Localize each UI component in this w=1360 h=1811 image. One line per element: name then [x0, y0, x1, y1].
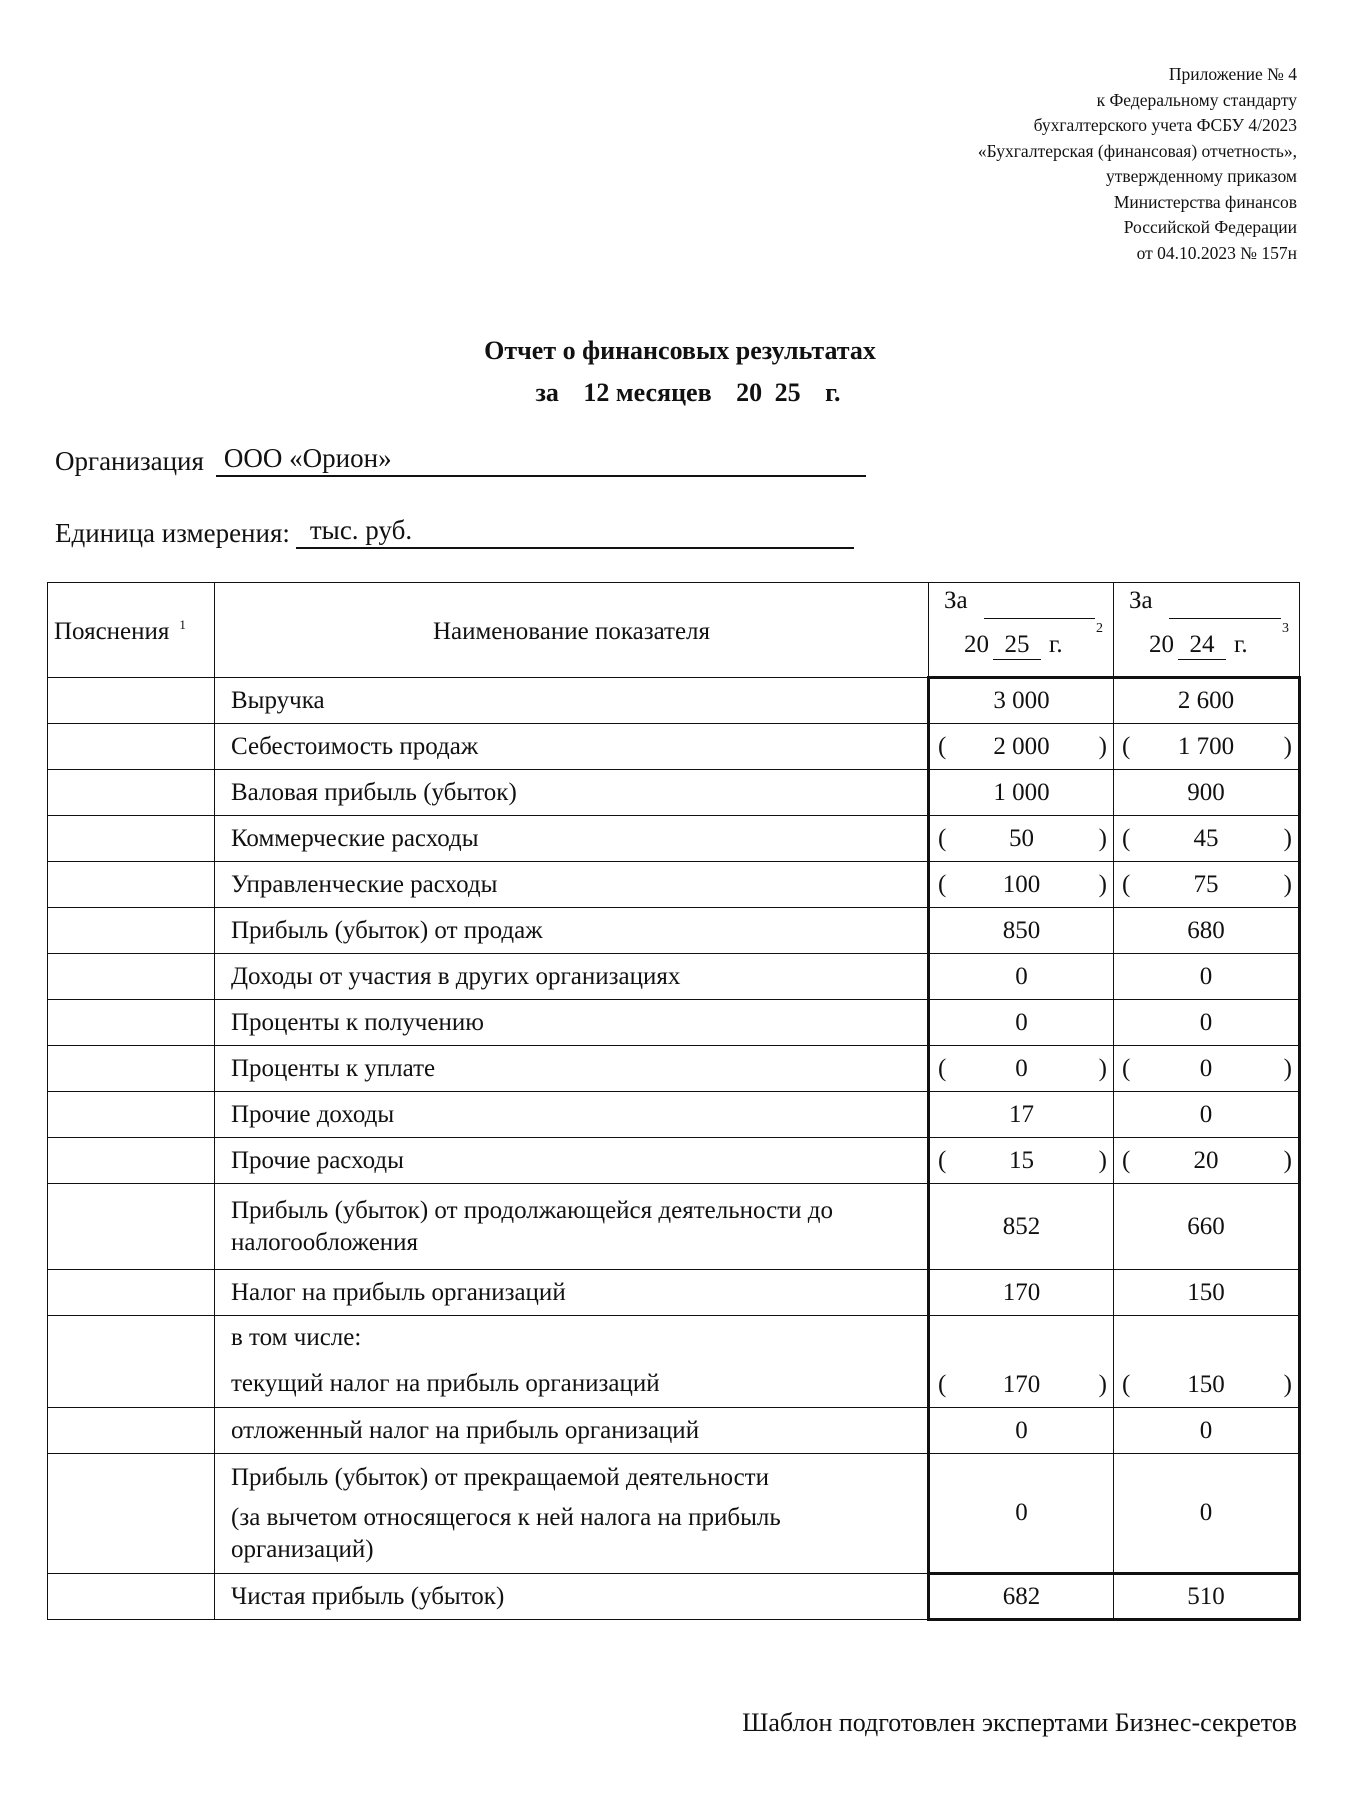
value-text: 0 [1199, 1008, 1213, 1036]
value-text: 680 [1187, 916, 1225, 944]
value-previous-year [1114, 724, 1300, 770]
close-paren: ) [1098, 824, 1107, 852]
value-text: 0 [1015, 1054, 1028, 1082]
report-title [0, 330, 1360, 414]
value-text: 0 [1199, 1499, 1213, 1526]
indicator-label-text: Прибыль (убыток) от прекращаемой деятельности [231, 1463, 769, 1491]
indicator-label-text: Себестоимость продаж [231, 732, 479, 760]
appendix-line: Российской Федерации [1123, 217, 1297, 237]
table-row [48, 1000, 1300, 1046]
notes-cell [48, 816, 215, 862]
indicator-label [215, 1184, 929, 1270]
value-text: 3 000 [993, 687, 1050, 714]
close-paren: ) [1098, 1054, 1107, 1082]
appendix-line: утвержденному приказом [1106, 166, 1297, 186]
indicator-label-text: Прибыль (убыток) от продолжающейся деятельности до налогообложения [231, 1196, 833, 1256]
value-text: 170 [1002, 1278, 1041, 1306]
period-year: 25 [774, 378, 801, 407]
notes-cell [48, 1000, 215, 1046]
value-text: 0 [1015, 1499, 1028, 1526]
table-row [48, 1046, 1300, 1092]
indicator-label-text: Доходы от участия в других организациях [231, 962, 681, 990]
appendix-line: бухгалтерского учета ФСБУ 4/2023 [1033, 115, 1297, 135]
notes-cell [48, 862, 215, 908]
header-year-current [964, 631, 1063, 660]
table-row [48, 678, 1300, 724]
open-paren: ( [938, 824, 947, 852]
indicator-label-text: Прочие расходы [231, 1146, 404, 1174]
value-text: 150 [1187, 1371, 1225, 1398]
value-previous-year [1114, 770, 1300, 816]
indicator-label [215, 1046, 929, 1092]
open-paren: ( [1122, 1054, 1131, 1082]
value-current-year [929, 1454, 1114, 1574]
notes-cell [48, 678, 215, 724]
indicator-label-text: Прибыль (убыток) от продаж [231, 916, 543, 944]
open-paren: ( [938, 732, 947, 760]
appendix-line: «Бухгалтерская (финансовая) отчетность», [977, 140, 1297, 161]
unit-row [55, 515, 854, 549]
indicator-label [215, 1000, 929, 1046]
indicator-label [215, 1270, 929, 1316]
period-g: г. [825, 378, 841, 407]
table-row [48, 1408, 1300, 1454]
indicator-label-text: Чистая прибыль (убыток) [231, 1582, 505, 1610]
indicator-label-text: Прочие доходы [231, 1100, 395, 1128]
period-za: за [535, 378, 559, 407]
value-current-year [929, 1408, 1114, 1454]
open-paren: ( [938, 870, 947, 898]
value-current-year [929, 1046, 1114, 1092]
value-text: 17 [1009, 1100, 1034, 1128]
indicator-label [215, 954, 929, 1000]
header-footnote: 2 [1096, 621, 1103, 636]
value-current-year [929, 1000, 1114, 1046]
value-current-year [929, 1184, 1114, 1270]
indicator-label-text: Выручка [231, 686, 325, 714]
value-text: 75 [1193, 870, 1219, 898]
table-row [48, 770, 1300, 816]
value-current-year [929, 862, 1114, 908]
value-text: 0 [1199, 1100, 1213, 1128]
table-row [48, 1270, 1300, 1316]
value-text: 0 [1015, 1416, 1028, 1444]
value-current-year [929, 678, 1114, 724]
indicator-label [215, 1138, 929, 1184]
appendix-line: Приложение № 4 [1168, 64, 1297, 84]
value-text: 150 [1187, 1278, 1225, 1306]
header-za: За [944, 587, 968, 614]
open-paren: ( [1122, 1146, 1131, 1174]
value-current-year [929, 1316, 1114, 1408]
value-text: 20 [1193, 1146, 1219, 1174]
indicator-label [215, 1316, 929, 1408]
indicator-label-text: отложенный налог на прибыль организаций [231, 1416, 700, 1444]
header-blank-line [1169, 618, 1281, 619]
value-text: 2 600 [1177, 687, 1235, 714]
indicator-label [215, 1574, 929, 1620]
value-text: 510 [1187, 1582, 1225, 1610]
indicator-label [215, 908, 929, 954]
value-previous-year [1114, 1270, 1300, 1316]
header-notes [48, 583, 215, 678]
close-paren: ) [1283, 1371, 1292, 1398]
value-previous-year [1114, 1092, 1300, 1138]
indicator-label [215, 724, 929, 770]
value-previous-year [1114, 1316, 1300, 1408]
close-paren: ) [1283, 1054, 1292, 1082]
table-row [48, 816, 1300, 862]
footer-credit: Шаблон подготовлен экспертами Бизнес-секретов [742, 1708, 1297, 1737]
value-current-year [929, 1138, 1114, 1184]
close-paren: ) [1098, 1146, 1107, 1174]
notes-cell [48, 1408, 215, 1454]
header-g: г. [1049, 631, 1063, 658]
value-text: 852 [1002, 1212, 1041, 1240]
notes-cell [48, 1138, 215, 1184]
value-text: 0 [1199, 962, 1213, 990]
indicator-label-text: Проценты к получению [231, 1008, 484, 1036]
header-footnote: 3 [1282, 621, 1289, 636]
table-row [48, 1092, 1300, 1138]
header-century: 20 [1149, 631, 1174, 658]
organization-value: ООО «Орион» [216, 443, 866, 477]
indicator-label-text: Управленческие расходы [231, 870, 498, 898]
table-row [48, 1454, 1300, 1574]
notes-cell [48, 1454, 215, 1574]
notes-cell [48, 1184, 215, 1270]
header-period-current [929, 583, 1114, 678]
table-row [48, 1316, 1300, 1408]
report-title-line1: Отчет о финансовых результатах [484, 336, 876, 365]
notes-cell [48, 1270, 215, 1316]
value-text: 2 000 [993, 732, 1050, 760]
financial-results-table [47, 582, 1301, 1621]
notes-cell [48, 1316, 215, 1408]
value-current-year [929, 954, 1114, 1000]
value-text: 850 [1002, 916, 1041, 944]
indicator-label [215, 678, 929, 724]
notes-cell [48, 954, 215, 1000]
value-previous-year [1114, 862, 1300, 908]
value-text: 0 [1199, 1054, 1213, 1082]
value-text: 100 [1002, 870, 1041, 898]
header-year-value: 24 [1178, 631, 1226, 660]
value-previous-year [1114, 1138, 1300, 1184]
table-row [48, 1184, 1300, 1270]
header-century: 20 [964, 631, 989, 658]
value-text: 45 [1193, 824, 1219, 852]
unit-value: тыс. руб. [296, 515, 854, 549]
header-period-previous [1114, 583, 1300, 678]
appendix-line: к Федеральному стандарту [1096, 89, 1297, 110]
value-previous-year [1114, 678, 1300, 724]
report-period-line [0, 372, 1360, 414]
indicator-label [215, 770, 929, 816]
value-previous-year [1114, 816, 1300, 862]
notes-cell [48, 1092, 215, 1138]
indicator-label-text: текущий налог на прибыль организаций [231, 1370, 660, 1397]
header-blank-line [984, 618, 1095, 619]
value-previous-year [1114, 1046, 1300, 1092]
value-previous-year [1114, 1574, 1300, 1620]
value-text: 660 [1187, 1212, 1225, 1240]
value-current-year [929, 908, 1114, 954]
value-text: 1 700 [1177, 732, 1235, 760]
close-paren: ) [1283, 824, 1292, 852]
value-text: 0 [1199, 1416, 1213, 1444]
value-text: 15 [1009, 1146, 1034, 1174]
indicator-label [215, 816, 929, 862]
value-text: 1 000 [993, 778, 1050, 806]
indicator-label [215, 862, 929, 908]
notes-cell [48, 724, 215, 770]
appendix-line: от 04.10.2023 № 157н [1136, 242, 1297, 263]
value-current-year [929, 816, 1114, 862]
indicator-label-text: Валовая прибыль (убыток) [231, 778, 517, 806]
value-previous-year [1114, 1454, 1300, 1574]
notes-cell [48, 908, 215, 954]
value-previous-year [1114, 954, 1300, 1000]
value-text: 682 [1002, 1582, 1041, 1610]
indicator-label-text: Налог на прибыль организаций [231, 1278, 566, 1306]
period-months: 12 месяцев [583, 378, 712, 407]
value-text: 900 [1187, 778, 1225, 806]
header-notes-label: Пояснения [54, 618, 170, 645]
close-paren: ) [1283, 870, 1292, 898]
indicator-label [215, 1092, 929, 1138]
value-text: 170 [1002, 1371, 1041, 1398]
table-row [48, 862, 1300, 908]
close-paren: ) [1283, 1146, 1292, 1174]
open-paren: ( [938, 1054, 947, 1082]
open-paren: ( [1122, 732, 1131, 760]
header-year-value: 25 [993, 631, 1041, 660]
value-current-year [929, 770, 1114, 816]
header-indicator-name: Наименование показателя [215, 583, 929, 678]
open-paren: ( [1122, 1371, 1131, 1398]
appendix-line: Министерства финансов [1113, 191, 1297, 212]
notes-cell [48, 770, 215, 816]
value-current-year [929, 1270, 1114, 1316]
period-century: 20 [736, 378, 763, 407]
organization-label: Организация [55, 446, 204, 476]
header-notes-footnote: 1 [179, 617, 186, 632]
close-paren: ) [1098, 732, 1107, 760]
open-paren: ( [938, 1371, 947, 1398]
header-g: г. [1234, 631, 1248, 658]
table-row [48, 954, 1300, 1000]
table-row [48, 1574, 1300, 1620]
organization-row [55, 443, 866, 477]
indicator-label-text: (за вычетом относящегося к ней налога на прибыль организаций) [231, 1503, 781, 1563]
value-previous-year [1114, 908, 1300, 954]
value-previous-year [1114, 1000, 1300, 1046]
header-year-previous [1149, 631, 1248, 660]
indicator-label-text: Коммерческие расходы [231, 824, 479, 852]
indicator-label-text: в том числе: [231, 1324, 362, 1351]
open-paren: ( [1122, 870, 1131, 898]
value-previous-year [1114, 1408, 1300, 1454]
indicator-label [215, 1408, 929, 1454]
value-previous-year [1114, 1184, 1300, 1270]
table-row [48, 908, 1300, 954]
table-row [48, 724, 1300, 770]
close-paren: ) [1098, 870, 1107, 898]
close-paren: ) [1283, 732, 1292, 760]
indicator-label [215, 1454, 929, 1574]
notes-cell [48, 1574, 215, 1620]
close-paren: ) [1098, 1371, 1107, 1398]
value-text: 0 [1015, 1008, 1028, 1036]
indicator-label-text: Проценты к уплате [231, 1054, 436, 1082]
open-paren: ( [1122, 824, 1131, 852]
value-current-year [929, 724, 1114, 770]
appendix-note [978, 62, 1297, 266]
value-text: 50 [1009, 824, 1034, 852]
value-text: 0 [1015, 962, 1028, 990]
open-paren: ( [938, 1146, 947, 1174]
value-current-year [929, 1092, 1114, 1138]
unit-label: Единица измерения: [55, 518, 290, 548]
value-current-year [929, 1574, 1114, 1620]
header-za: За [1129, 587, 1153, 614]
table-header-row [48, 583, 1300, 678]
table-row [48, 1138, 1300, 1184]
notes-cell [48, 1046, 215, 1092]
